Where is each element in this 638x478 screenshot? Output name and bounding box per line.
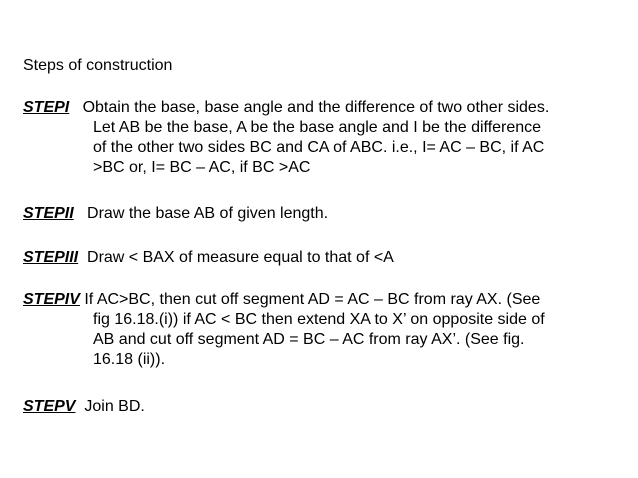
step-2 <box>23 204 623 224</box>
step-1-first-line <box>23 98 623 118</box>
step-1 <box>23 98 623 178</box>
step-5-text-line-1: Join BD. <box>84 398 145 415</box>
step-3-first-line <box>23 248 623 268</box>
step-3-label: STEPIII <box>23 249 79 266</box>
step-1-text-line-1: Obtain the base, base angle and the difference of two other sides. <box>82 99 550 116</box>
step-1-text-line-3: of the other two sides BC and CA of ABC. i.e., I= AC – BC, if AC <box>93 139 545 156</box>
step-4 <box>23 290 623 370</box>
step-4-text-line-1: If AC>BC, then cut off segment AD = AC – BC from ray AX. (See <box>84 291 541 308</box>
step-3 <box>23 248 623 268</box>
step-4-text-line-3: AB and cut off segment AD = BC – AC from ray AX’. (See fig. <box>93 331 525 348</box>
step-5 <box>23 397 623 417</box>
step-1-text-line-4: >BC or, I= BC – AC, if BC >AC <box>93 159 311 176</box>
step-2-label: STEPII <box>23 205 74 222</box>
step-4-label: STEPIV <box>23 291 80 308</box>
step-4-first-line <box>23 290 623 310</box>
step-4-text-line-4: 16.18 (ii)). <box>93 351 166 368</box>
step-3-gap <box>78 249 87 266</box>
step-3-text-line-1: Draw < BAX of measure equal to that of <A <box>87 249 394 266</box>
step-2-gap <box>74 205 87 222</box>
step-2-text-line-1: Draw the base AB of given length. <box>87 205 329 222</box>
step-5-label: STEPV <box>23 398 76 415</box>
page-title: Steps of construction <box>23 57 173 74</box>
step-5-first-line <box>23 397 623 417</box>
step-1-label: STEPI <box>23 99 70 116</box>
step-4-text-line-2: fig 16.18.(i)) if AC < BC then extend XA to X’ on opposite side of <box>93 311 545 328</box>
step-2-first-line <box>23 204 623 224</box>
step-1-gap <box>69 99 82 116</box>
step-1-text-line-2: Let AB be the base, A be the base angle and I be the difference <box>93 119 542 136</box>
